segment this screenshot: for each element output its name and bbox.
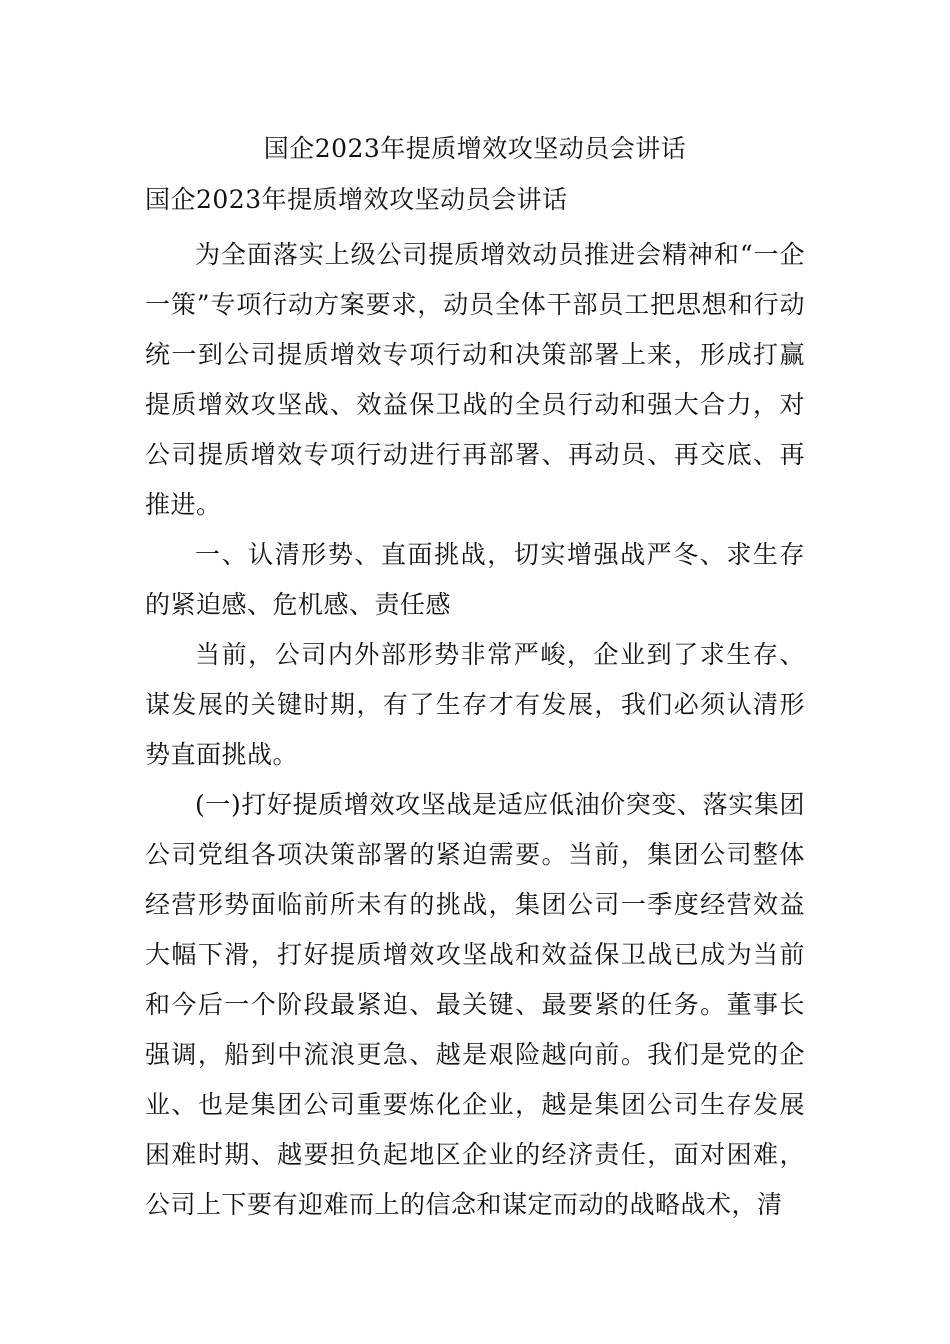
document-body bbox=[145, 230, 805, 1230]
document-subtitle: 国企2023年提质增效攻坚动员会讲话 bbox=[145, 185, 568, 214]
section-heading-1: 一、认清形势、直面挑战，切实增强战严冬、求生存的紧迫感、危机感、责任感 bbox=[145, 540, 805, 619]
paragraph-subsection-1: (一)打好提质增效攻坚战是适应低油价突变、落实集团公司党组各项决策部署的紧迫需要。当前，集团公司整体经营形势面临前所未有的挑战，集团公司一季度经营效益大幅下滑，打好提质增效攻坚战和效益保卫战已成为当前和今后一个阶段最紧迫、最关键、最要紧的任务。董事长强调，船到中流浪更急、越是艰险越向前。我们是党的企业、也是集团公司重要炼化企业，越是集团公司生存发展困难时期、越要担负起地区企业的经济责任，面对困难，公司上下要有迎难而上的信念和谋定而动的战略战术，清 bbox=[145, 790, 805, 1219]
paragraph-situation: 当前，公司内外部形势非常严峻，企业到了求生存、谋发展的关键时期，有了生存才有发展，我们必须认清形势直面挑战。 bbox=[145, 640, 805, 769]
paragraph-intro: 为全面落实上级公司提质增效动员推进会精神和“一企一策”专项行动方案要求，动员全体干部员工把思想和行动统一到公司提质增效专项行动和决策部署上来，形成打赢提质增效攻坚战、效益保卫战的全员行动和强大合力，对公司提质增效专项行动进行再部署、再动员、再交底、再推进。 bbox=[145, 240, 805, 519]
document-title: 国企2023年提质增效攻坚动员会讲话 bbox=[263, 134, 687, 163]
